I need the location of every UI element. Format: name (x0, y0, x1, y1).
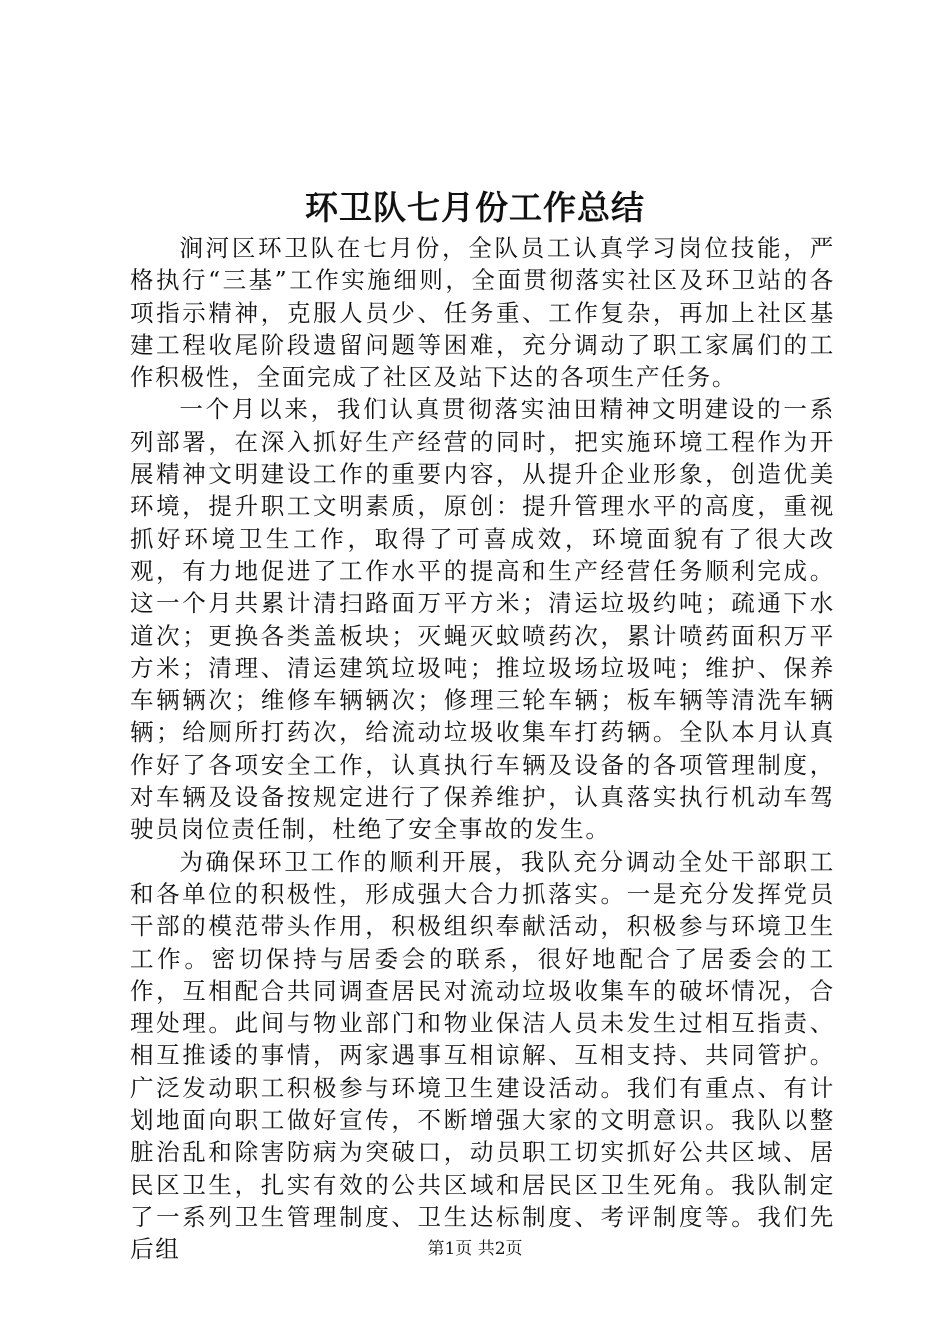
document-title: 环卫队七月份工作总结 (305, 188, 645, 227)
paragraph-measures: 为确保环卫工作的顺利开展，我队充分调动全处干部职工和各单位的积极性，形成强大合力抓落实。一是充分发挥党员干部的模范带头作用，积极组织奉献活动，积极参与环境卫生工作。密切保持与居委会的联系，很好地配合了居委会的工作，互相配合共同调查居民对流动垃圾收集车的破坏情况，合理处理。此间与物业部门和物业保洁人员未发生过相互指责、相互推诿的事情，两家遇事互相谅解、互相支持、共同管护。广泛发动职工积极参与环境卫生建设活动。我们有重点、有计划地面向职工做好宣传，不断增强大家的文明意识。我队以整脏治乱和除害防病为突破口，动员职工切实抓好公共区域、居民区卫生，扎实有效的公共区域和居民区卫生死角。我队制定了一系列卫生管理制度、卫生达标制度、考评制度等。我们先后组 (130, 847, 835, 1264)
paragraph-monthly-results: 一个月以来，我们认真贯彻落实油田精神文明建设的一系列部署，在深入抓好生产经营的同时，把实施环境工程作为开展精神文明建设工作的重要内容，从提升企业形象，创造优美环境，提升职工文明素质，原创：提升管理水平的高度，重视抓好环境卫生工作，取得了可喜成效，环境面貌有了很大改观，有力地促进了工作水平的提高和生产经营任务顺利完成。这一个月共累计清扫路面万平方米；清运垃圾约吨；疏通下水道次；更换各类盖板块；灭蝇灭蚊喷药次，累计喷药面积万平方米；清理、清运建筑垃圾吨；推垃圾场垃圾吨；维护、保养车辆辆次；维修车辆辆次；修理三轮车辆；板车辆等清洗车辆辆；给厕所打药次，给流动垃圾收集车打药辆。全队本月认真作好了各项安全工作，认真执行车辆及设备的各项管理制度，对车辆及设备按规定进行了保养维护，认真落实执行机动车驾驶员岗位责任制，杜绝了安全事故的发生。 (130, 395, 835, 844)
document-body (130, 232, 835, 1266)
page-number-footer: 第1页 共2页 (427, 1239, 523, 1259)
paragraph-intro: 涧河区环卫队在七月份，全队员工认真学习岗位技能，严格执行“三基”工作实施细则，全面贯彻落实社区及环卫站的各项指示精神，克服人员少、任务重、工作复杂，再加上社区基建工程收尾阶段遗留问题等困难，充分调动了职工家属们的工作积极性，全面完成了社区及站下达的各项生产任务。 (130, 234, 835, 392)
